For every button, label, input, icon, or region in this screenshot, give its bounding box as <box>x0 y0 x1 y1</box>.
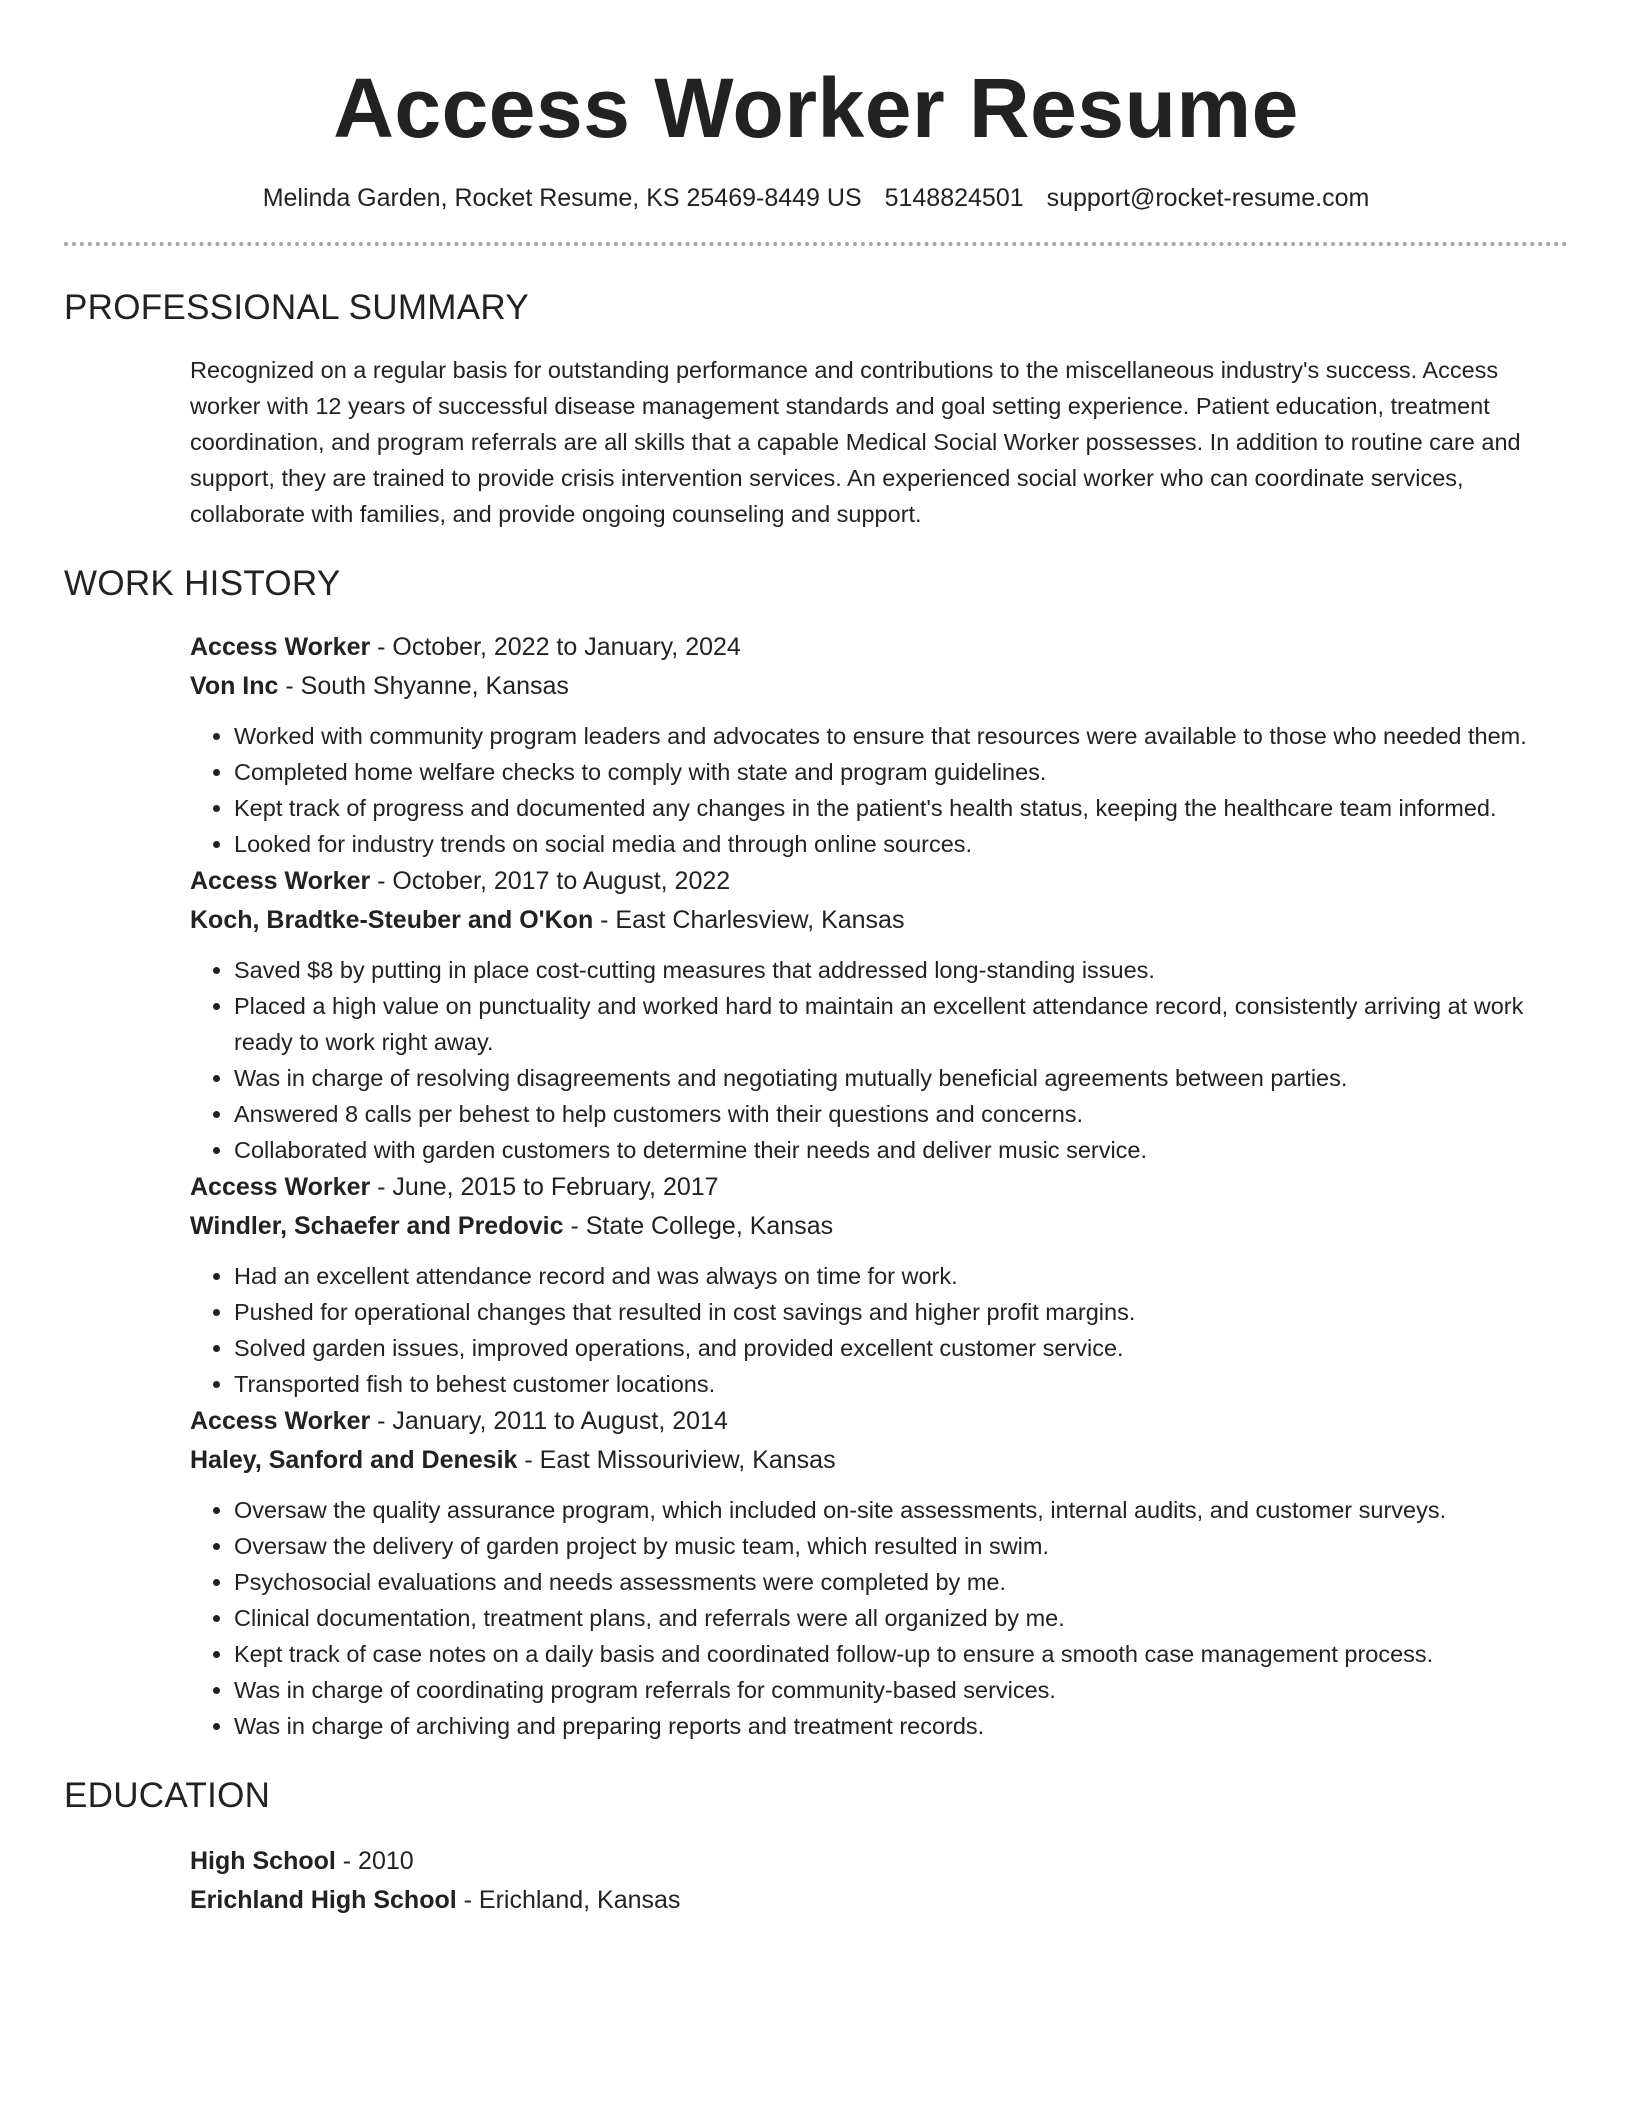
list-item: • Kept track of progress and documented any changes in the patient's health status, keeping the healthcare team informed. <box>234 790 1548 826</box>
job-bullets <box>190 718 1548 862</box>
job-company-line <box>190 1207 1548 1246</box>
resume-title: Access Worker Resume <box>333 61 1299 155</box>
job-title: Access Worker <box>190 1173 371 1201</box>
resume-page <box>64 0 1568 1920</box>
list-item: • Placed a high value on punctuality and worked hard to maintain an excellent attendance record, consistently arriving at work ready to work right away. <box>234 988 1548 1060</box>
summary-heading: PROFESSIONAL SUMMARY <box>64 288 529 327</box>
job-title: Access Worker <box>190 1407 371 1435</box>
contact-address: Melinda Garden, Rocket Resume, KS 25469-8449 US <box>262 184 862 212</box>
list-item: • Completed home welfare checks to comply with state and program guidelines. <box>234 754 1548 790</box>
list-item: • Collaborated with garden customers to determine their needs and deliver music service. <box>234 1132 1548 1168</box>
contact-phone: 5148824501 <box>884 184 1024 212</box>
job-location: - East Missouriview, Kansas <box>517 1446 836 1474</box>
list-item: • Looked for industry trends on social media and through online sources. <box>234 826 1548 862</box>
education-school-line <box>190 1881 1548 1920</box>
job-title-line <box>190 862 1548 901</box>
job-dates: - January, 2011 to August, 2014 <box>370 1407 728 1435</box>
education-school: Erichland High School <box>190 1886 457 1914</box>
job-company: Koch, Bradtke-Steuber and O'Kon <box>190 906 594 934</box>
list-item: • Clinical documentation, treatment plans, and referrals were all organized by me. <box>234 1600 1548 1636</box>
job-dates: - October, 2022 to January, 2024 <box>370 633 741 661</box>
job-company: Windler, Schaefer and Predovic <box>190 1212 564 1240</box>
job-location: - State College, Kansas <box>563 1212 834 1240</box>
list-item: • Worked with community program leaders and advocates to ensure that resources were available to those who needed them. <box>234 718 1548 754</box>
contact-email: support@rocket-resume.com <box>1046 184 1370 212</box>
job-entry <box>190 862 1548 1168</box>
education-entry <box>190 1842 1548 1920</box>
summary-text: Recognized on a regular basis for outstanding performance and contributions to the miscellaneous industry's success. Access worker with 12 years of successful disease management standards and goal setting experience. Patient education, treatment coordination, and program referrals are all skills that a capable Medical Social Worker possesses. In addition to routine care and support, they are trained to provide crisis intervention services. An experienced social worker who can coordinate services, collaborate with families, and provide ongoing counseling and support. <box>190 357 1521 527</box>
list-item: • Pushed for operational changes that resulted in cost savings and higher profit margins. <box>234 1294 1548 1330</box>
list-item: • Was in charge of archiving and preparing reports and treatment records. <box>234 1708 1548 1744</box>
education-heading: EDUCATION <box>64 1776 271 1815</box>
education-year: - 2010 <box>335 1847 414 1875</box>
education-location: - Erichland, Kansas <box>456 1886 681 1914</box>
contact-line <box>64 180 1568 216</box>
list-item: • Kept track of case notes on a daily basis and coordinated follow-up to ensure a smooth case management process. <box>234 1636 1548 1672</box>
job-bullets <box>190 1258 1548 1402</box>
job-company-line <box>190 1441 1548 1480</box>
education-degree-line <box>190 1842 1548 1881</box>
education-degree: High School <box>190 1847 336 1875</box>
list-item: • Transported fish to behest customer locations. <box>234 1366 1548 1402</box>
job-entry <box>190 628 1548 862</box>
job-bullets <box>190 1492 1548 1744</box>
list-item: • Had an excellent attendance record and was always on time for work. <box>234 1258 1548 1294</box>
list-item: • Solved garden issues, improved operations, and provided excellent customer service. <box>234 1330 1548 1366</box>
job-entry <box>190 1168 1548 1402</box>
job-company-line <box>190 901 1548 940</box>
job-company: Von Inc <box>190 672 279 700</box>
list-item: • Saved $8 by putting in place cost-cutting measures that addressed long-standing issues. <box>234 952 1548 988</box>
job-title-line <box>190 1402 1548 1441</box>
list-item: • Oversaw the delivery of garden project by music team, which resulted in swim. <box>234 1528 1548 1564</box>
job-title-line <box>190 1168 1548 1207</box>
job-company: Haley, Sanford and Denesik <box>190 1446 518 1474</box>
list-item: • Psychosocial evaluations and needs assessments were completed by me. <box>234 1564 1548 1600</box>
work-history-heading: WORK HISTORY <box>64 564 341 603</box>
list-item: • Was in charge of coordinating program referrals for community-based services. <box>234 1672 1548 1708</box>
job-dates: - June, 2015 to February, 2017 <box>370 1173 719 1201</box>
list-item: • Answered 8 calls per behest to help customers with their questions and concerns. <box>234 1096 1548 1132</box>
job-title: Access Worker <box>190 867 371 895</box>
job-dates: - October, 2017 to August, 2022 <box>370 867 731 895</box>
job-company-line <box>190 667 1548 706</box>
header-divider <box>64 242 1568 246</box>
job-title: Access Worker <box>190 633 371 661</box>
job-bullets <box>190 952 1548 1168</box>
job-entry <box>190 1402 1548 1744</box>
list-item: • Oversaw the quality assurance program, which included on-site assessments, internal audits, and customer surveys. <box>234 1492 1548 1528</box>
job-title-line <box>190 628 1548 667</box>
job-location: - South Shyanne, Kansas <box>278 672 569 700</box>
list-item: • Was in charge of resolving disagreements and negotiating mutually beneficial agreements between parties. <box>234 1060 1548 1096</box>
job-location: - East Charlesview, Kansas <box>593 906 905 934</box>
